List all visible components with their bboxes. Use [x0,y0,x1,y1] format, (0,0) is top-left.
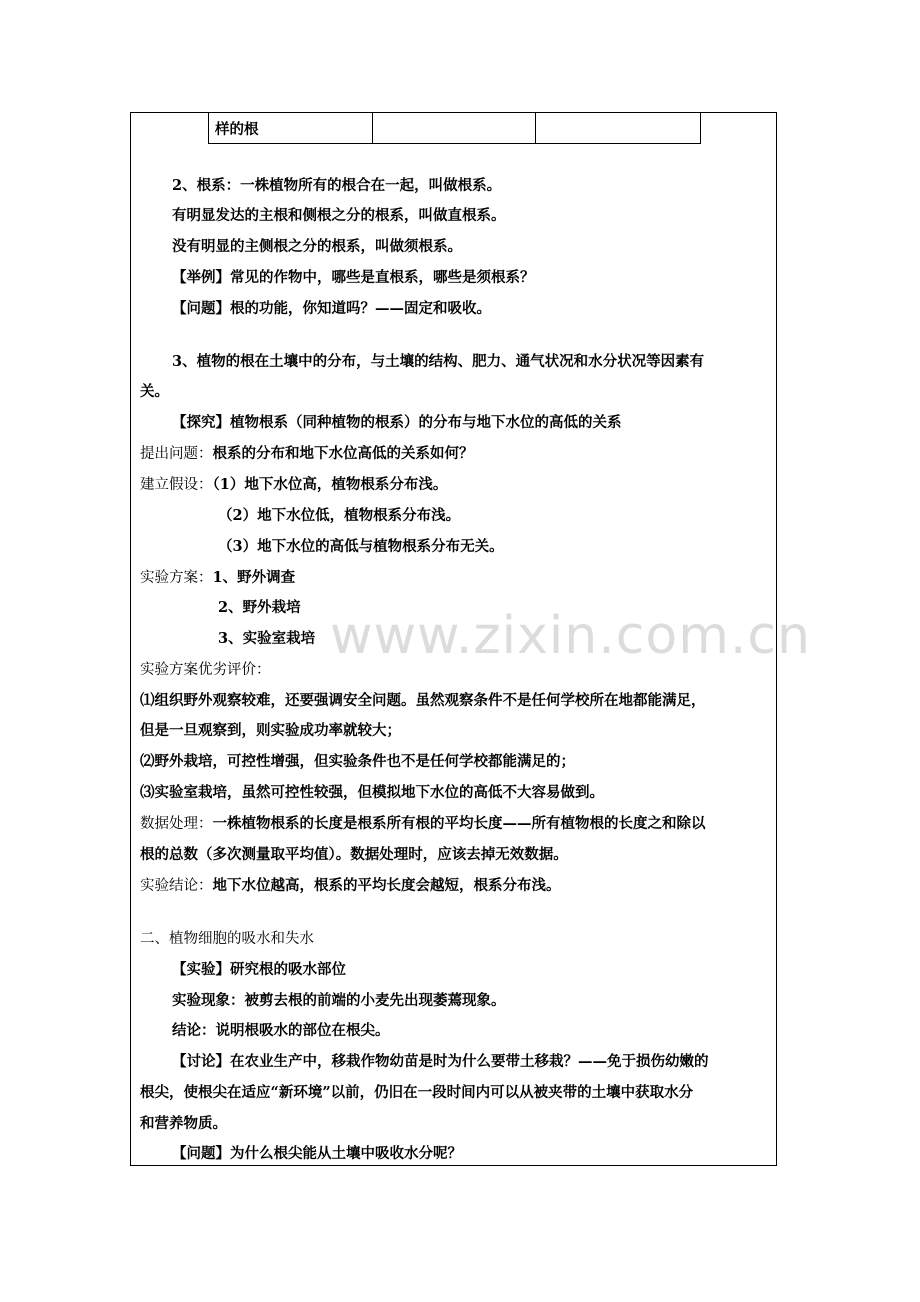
label: 实验结论： [140,878,213,894]
text-line: 【问题】为什么根尖能从土壤中吸收水分呢？ [172,1145,462,1162]
text-line: 【探究】植物根系（同种植物的根系）的分布与地下水位的高低的关系 [172,414,622,431]
text-line: 有明显发达的主根和侧根之分的根系，叫做直根系。 [172,207,506,224]
text-line: ⑴组织野外观察较难，还要强调安全问题。虽然观察条件不是任何学校所在地都能满足， [140,692,706,709]
top-table [208,112,701,144]
watermark: www.zixin.com.cn [330,606,811,666]
table-cell [372,113,536,144]
label: 数据处理： [140,816,213,832]
text-line: ⑶实验室栽培，虽然可控性较强，但模拟地下水位的高低不大容易做到。 [140,784,604,801]
text: （1）地下水位高，植物根系分布浅。 [212,476,448,493]
text-line [140,876,561,896]
text-line: 【实验】研究根的吸水部位 [172,961,346,978]
text-line: ⑵野外栽培，可控性增强，但实验条件也不是任何学校都能满足的； [140,753,575,770]
text-line: 【讨论】在农业生产中，移栽作物幼苗是时为什么要带土移栽？——免于损伤幼嫩的 [172,1053,709,1070]
text-line: 实验现象：被剪去根的前端的小麦先出现萎蔫现象。 [172,992,506,1009]
text-line: 根尖，使根尖在适应“新环境”以前，仍旧在一段时间内可以从被夹带的土壤中获取水分 [140,1084,694,1101]
text: 地下水位越高，根系的平均长度会越短，根系分布浅。 [212,877,561,894]
text-line: 3、实验室栽培 [218,630,316,647]
label: 提出问题： [140,446,213,462]
text-line: 【问题】根的功能，你知道吗？——固定和吸收。 [172,300,491,317]
text-line [140,444,474,464]
text-line [140,475,447,495]
text-line: 实验方案优劣评价： [140,662,271,678]
label: 实验方案： [140,570,213,586]
label: 建立假设： [140,477,213,493]
table-cell: 样的根 [209,113,373,144]
text: 1、野外调查 [212,569,296,586]
text-line: （2）地下水位低，植物根系分布浅。 [218,507,461,524]
text-line: 和营养物质。 [140,1115,227,1132]
text-line: 但是一旦观察到，则实验成功率就较大； [140,722,401,739]
text: 根系的分布和地下水位高低的关系如何？ [212,445,474,462]
table-cell [536,113,701,144]
text-line: 结论：说明根吸水的部位在根尖。 [172,1022,390,1039]
section-heading: 二、植物细胞的吸水和失水 [140,931,314,947]
text-line: 2、根系：一株植物所有的根合在一起，叫做根系。 [172,177,502,194]
text-line: 【举例】常见的作物中，哪些是直根系，哪些是须根系？ [172,269,535,286]
text: 一株植物根系的长度是根系所有根的平均长度——所有植物根的长度之和除以 [212,815,706,832]
text-line: 根的总数（多次测量取平均值）。数据处理时，应该去掉无效数据。 [140,846,568,863]
table-row [209,113,701,144]
text-line: （3）地下水位的高低与植物根系分布无关。 [218,538,504,555]
text-line: 没有明显的主侧根之分的根系，叫做须根系。 [172,238,462,255]
text-line: 关。 [140,383,169,400]
text-line: 2、野外栽培 [218,599,301,616]
text-line [140,814,706,834]
text-line [140,568,295,588]
text-line: 3、植物的根在土壤中的分布，与土壤的结构、肥力、通气状况和水分状况等因素有 [172,353,705,370]
